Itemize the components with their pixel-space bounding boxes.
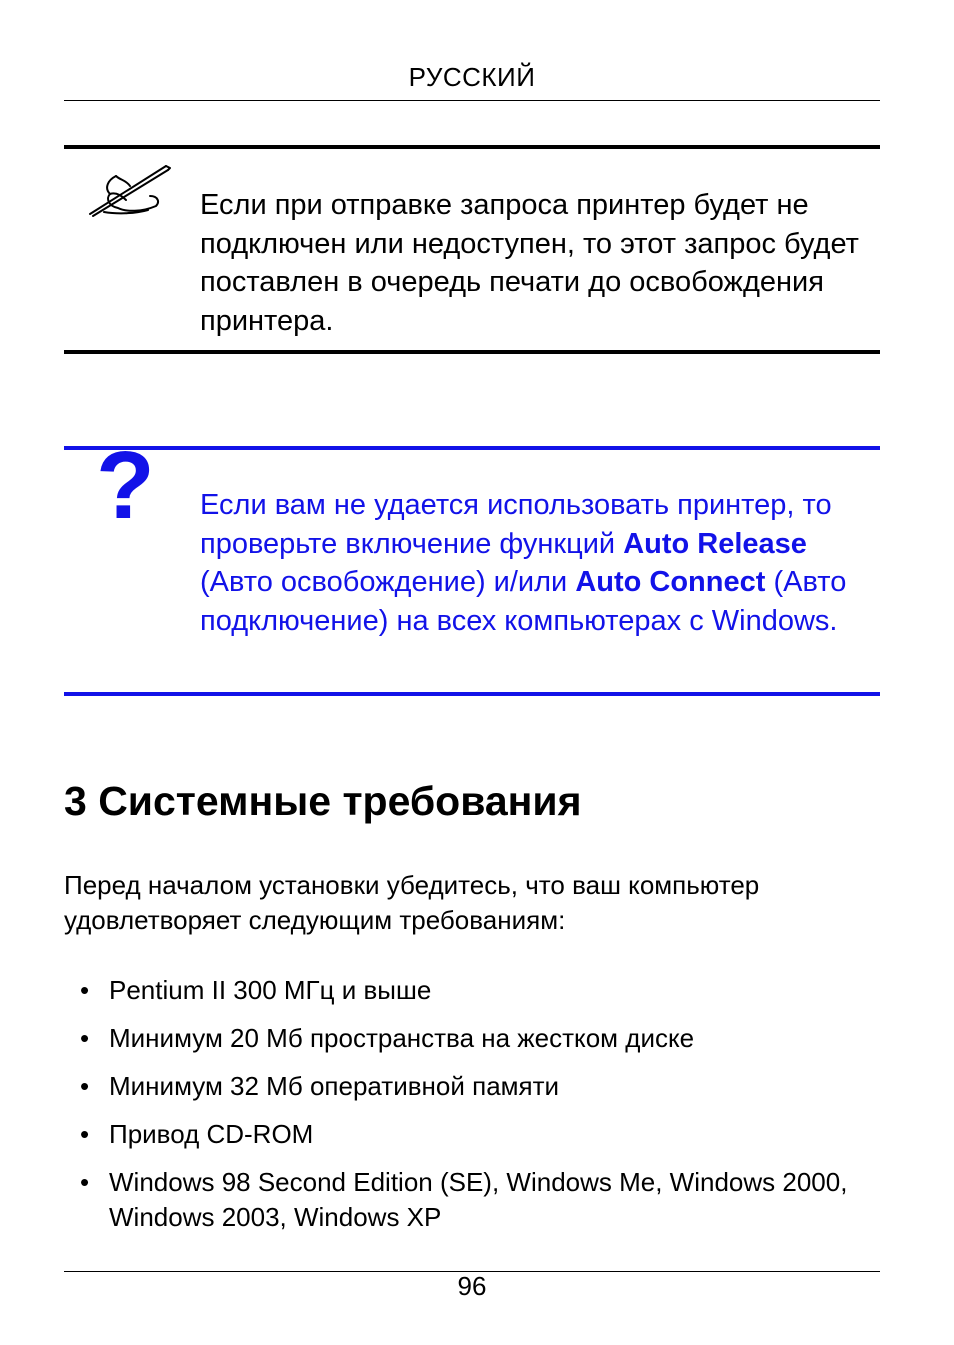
bullet: • (80, 975, 90, 1005)
tip-text-part: Если вам не удается использовать принтер, то проверьте включение функций (200, 489, 832, 560)
tip-text (200, 486, 880, 640)
section-heading: 3 Системные требования (64, 778, 582, 824)
list-item (64, 973, 884, 1008)
bullet: • (80, 1119, 90, 1149)
auto-connect-term: Auto Connect (575, 566, 766, 598)
list-item (64, 1021, 884, 1056)
tip-text-part: (Авто освобождение) и/или (200, 566, 576, 598)
list-item (64, 1117, 884, 1152)
list-item-text: Pentium II 300 МГц и выше (109, 975, 432, 1005)
bullet: • (80, 1023, 90, 1053)
list-item-text: Привод CD-ROM (109, 1119, 314, 1149)
running-header: РУССКИЙ (408, 62, 536, 92)
bullet: • (80, 1167, 90, 1197)
list-item (64, 1165, 884, 1235)
list-item-text: Минимум 20 Мб пространства на жестком диске (109, 1023, 695, 1053)
header-rule (64, 100, 880, 101)
pen-writing-icon (86, 162, 176, 222)
list-item-text: Windows 98 Second Edition (SE), Windows Me, Windows 2000, Windows 2003, Windows XP (109, 1167, 848, 1232)
note-top-rule (64, 145, 880, 149)
auto-release-term: Auto Release (623, 527, 807, 560)
list-item (64, 1069, 884, 1104)
note-bottom-rule (64, 350, 880, 354)
tip-text-part: (Авто подключение) на всех компьютерах с Windows. (200, 566, 847, 637)
tip-top-rule (64, 446, 880, 450)
page-number: 96 (457, 1271, 487, 1301)
question-mark-icon: ? (96, 432, 155, 539)
requirements-list (64, 973, 884, 1248)
bullet: • (80, 1071, 90, 1101)
intro-paragraph: Перед началом установки убедитесь, что ваш компьютер удовлетворяет следующим требованиям: (64, 870, 760, 935)
tip-bottom-rule (64, 692, 880, 696)
list-item-text: Минимум 32 Мб оперативной памяти (109, 1071, 560, 1101)
note-text: Если при отправке запроса принтер будет не подключен или недоступен, то этот запрос будет поставлен в очередь печати до освобождения принтера. (200, 189, 859, 337)
